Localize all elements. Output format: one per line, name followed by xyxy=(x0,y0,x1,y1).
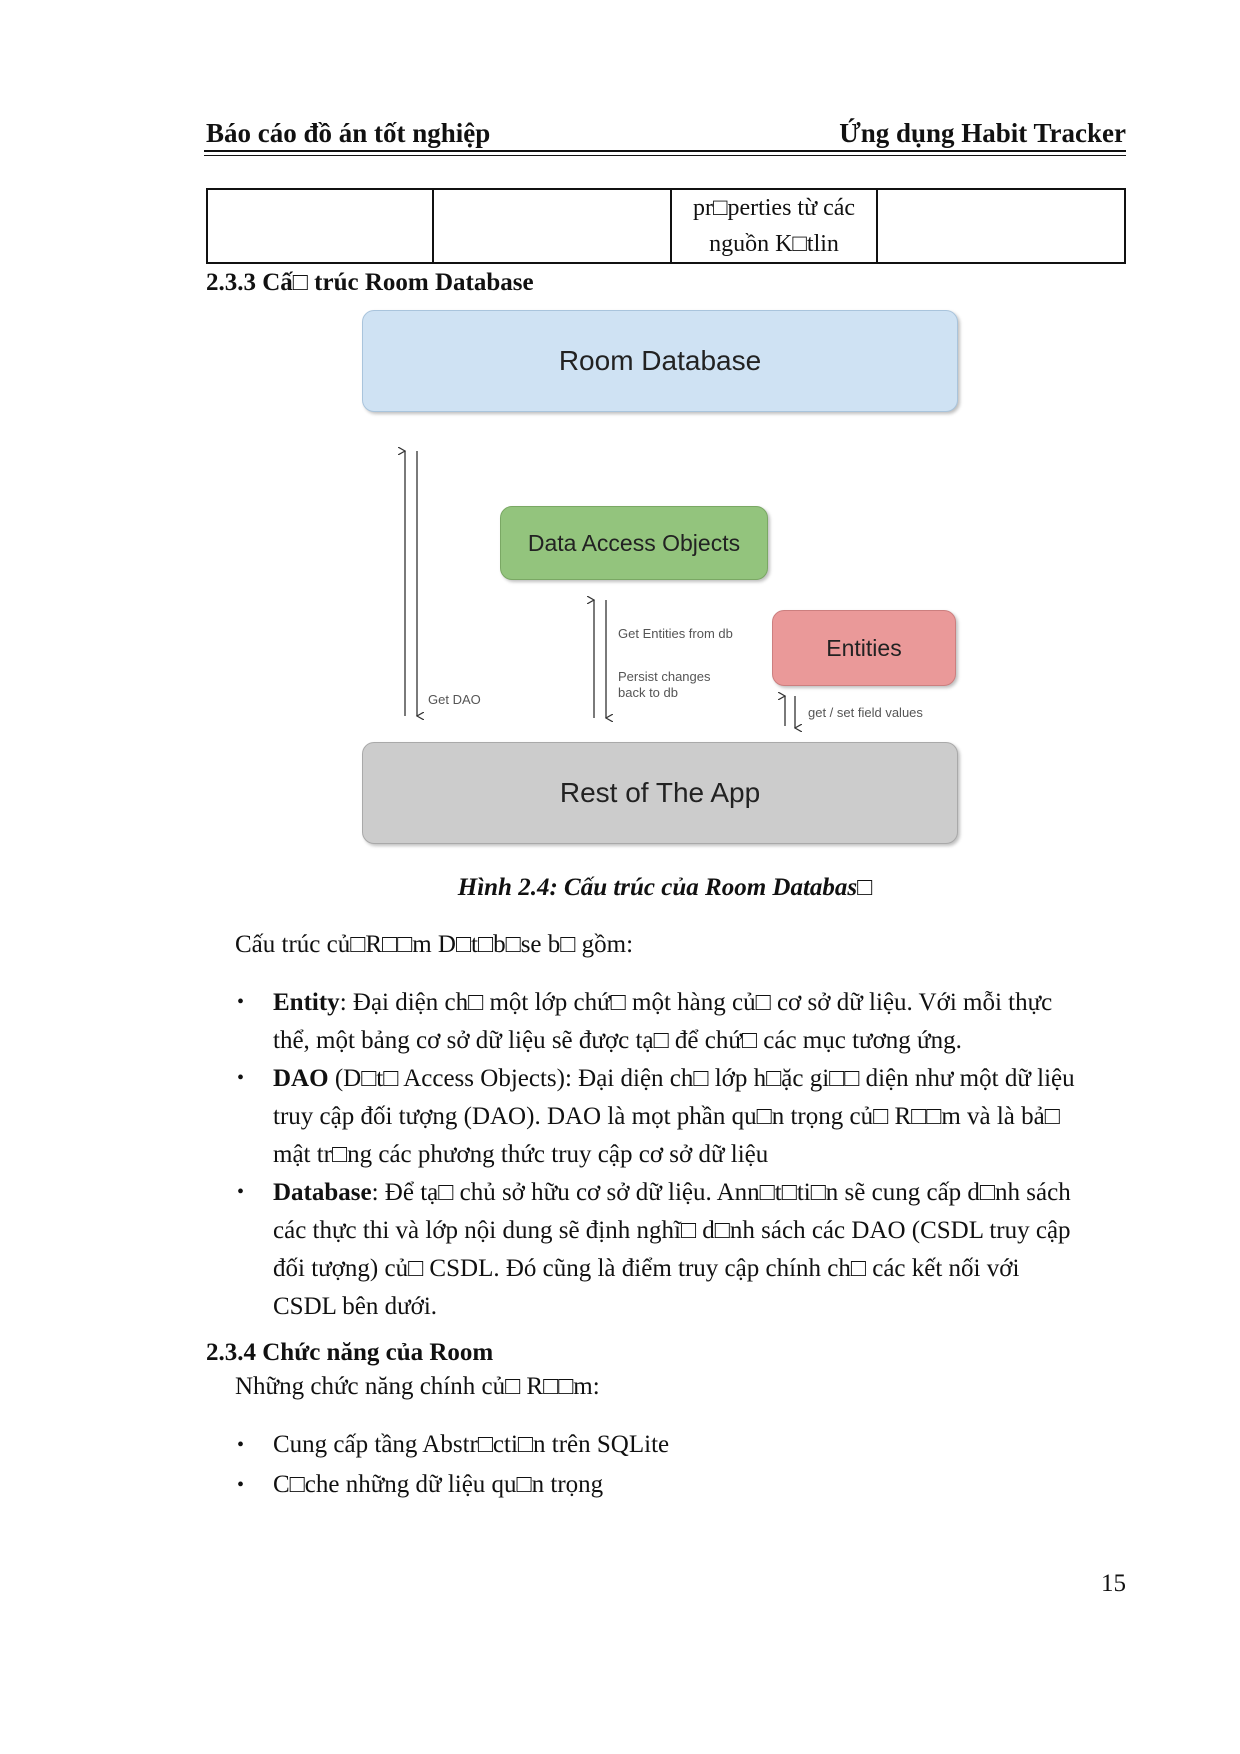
header-rule-thin xyxy=(204,155,1126,156)
table-continuation xyxy=(206,188,1126,264)
data-access-objects-box: Data Access Objects xyxy=(500,506,768,580)
functions-intro: Những chức năng chính củ□ R□□m: xyxy=(235,1373,600,1400)
list-item-entity xyxy=(273,984,1126,1060)
table-row xyxy=(207,189,1125,263)
dao-text: (D□t□ Access Objects): Đại diện ch□ lớp h□ặc gi□□ diện như một dữ liệu xyxy=(328,1065,1075,1092)
table-cell-empty xyxy=(877,189,1125,263)
database-text: : Để tạ□ chủ sở hữu cơ sở dữ liệu. Ann□t□ti□n sẽ cung cấp d□nh sách xyxy=(371,1179,1071,1206)
table-cell-empty xyxy=(433,189,671,263)
list-item-function: C□che những dữ liệu qu□n trọng xyxy=(273,1471,604,1498)
room-architecture-diagram xyxy=(360,308,970,848)
bullet: • xyxy=(237,991,245,1013)
list-item-dao xyxy=(273,1060,1126,1174)
list-item-database xyxy=(273,1174,1126,1326)
section-heading-2-3-3: 2.3.3 Cấ□ trúc Room Database xyxy=(206,269,534,296)
bullet: • xyxy=(237,1181,245,1203)
dao-text-cont: mật tr□ng các phương thức truy cập cơ sở dữ liệu xyxy=(273,1141,769,1168)
section-heading-2-3-4: 2.3.4 Chức năng của Room xyxy=(206,1339,494,1366)
entity-text-cont: thể, một bảng cơ sở dữ liệu sẽ được tạ□ để chứ□ các mục tương ứng. xyxy=(273,1027,962,1054)
entities-box: Entities xyxy=(772,610,956,686)
database-text-cont: CSDL bên dưới. xyxy=(273,1293,438,1320)
database-text-cont: các thực thi và lớp nội dung sẽ định nghĩ□ d□nh sách các DAO (CSDL truy cập xyxy=(273,1217,1071,1244)
dao-text-cont: truy cập đối tượng (DAO). DAO là mọt phần qu□n trọng củ□ R□□m và là bả□ xyxy=(273,1103,1060,1130)
label-persist-changes: Persist changes xyxy=(618,669,711,684)
entity-text: : Đại diện ch□ một lớp chứ□ một hàng củ□ cơ sở dữ liệu. Với mỗi thực xyxy=(339,989,1053,1016)
term-entity: Entity xyxy=(273,989,340,1016)
label-back-to-db: back to db xyxy=(618,685,678,700)
label-get-dao: Get DAO xyxy=(428,692,481,707)
intro-paragraph: Cấu trúc củ□R□□m D□t□b□se b□ gồm: xyxy=(235,931,634,958)
header-title-right: Ứng dụng Habit Tracker xyxy=(839,118,1126,148)
page-number: 15 xyxy=(1101,1570,1126,1597)
bullet: • xyxy=(237,1434,245,1456)
table-cell-line: nguồn K□tlin xyxy=(709,231,839,257)
figure-caption: Hình 2.4: Cấu trúc của Room Databas□ xyxy=(457,874,873,901)
label-get-entities: Get Entities from db xyxy=(618,626,733,641)
database-text-cont: đối tượng) củ□ CSDL. Đó cũng là điểm truy cập chính ch□ các kết nối với xyxy=(273,1255,1020,1282)
bullet: • xyxy=(237,1067,245,1089)
header-title-left: Báo cáo đồ án tốt nghiệp xyxy=(206,118,491,148)
room-database-box: Room Database xyxy=(362,310,958,412)
table-cell-empty xyxy=(207,189,433,263)
rest-of-app-box: Rest of The App xyxy=(362,742,958,844)
header-rule xyxy=(204,150,1126,152)
term-dao: DAO xyxy=(273,1065,329,1092)
list-item-function: Cung cấp tầng Abstr□cti□n trên SQLite xyxy=(273,1431,670,1458)
bullet: • xyxy=(237,1474,245,1496)
label-get-set-field-values: get / set field values xyxy=(808,705,923,720)
table-cell-properties xyxy=(671,189,877,263)
term-database: Database xyxy=(273,1179,372,1206)
table-cell-line: pr□perties từ các xyxy=(692,195,856,221)
